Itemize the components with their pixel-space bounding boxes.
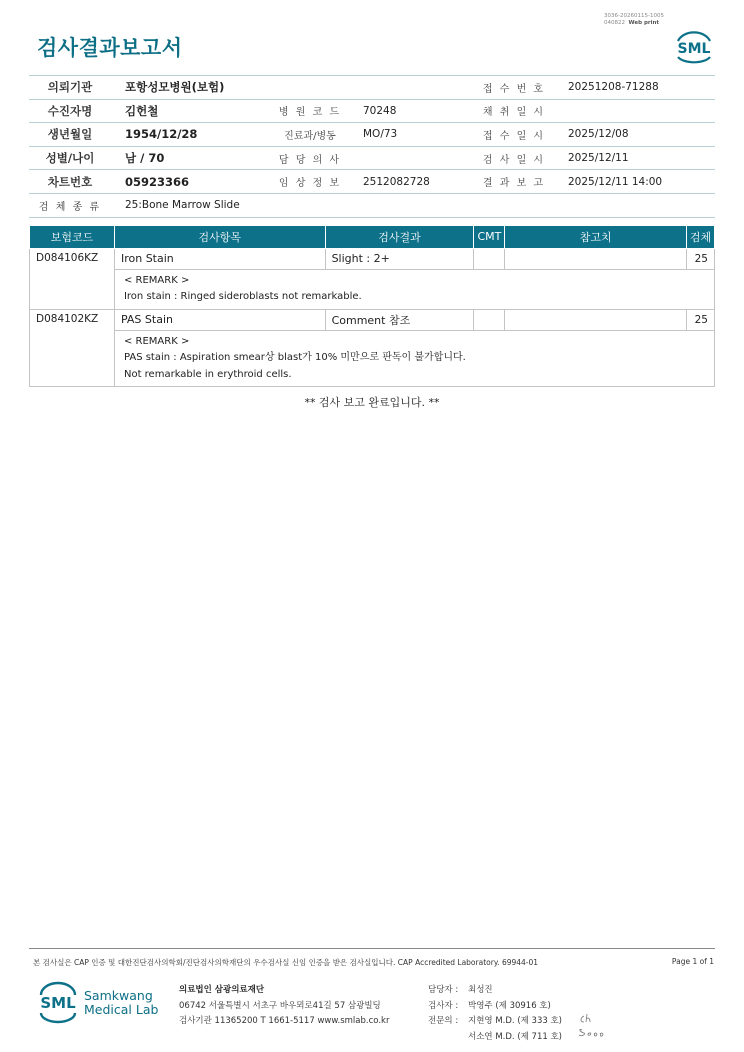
info-row: 성별/나이 남 / 70 담 당 의 사 검 사 일 시 2025/12/11 — [29, 147, 715, 171]
table-row — [30, 309, 715, 330]
column-header: 검사결과 — [325, 226, 474, 248]
table-row — [30, 248, 715, 269]
test-item: Iron Stain — [114, 248, 325, 269]
specimen-cell: 25 — [686, 309, 714, 330]
sml-logo-icon — [672, 27, 716, 65]
test-result: Slight : 2+ — [325, 248, 474, 269]
remark: < REMARK > PAS stain : Aspiration smear상 blast가 10% 미만으로 판독이 불가합니다. Not remarkable in erythroid cells. — [114, 330, 714, 387]
footer-divider — [29, 948, 715, 949]
results-table — [29, 226, 715, 387]
test-result: Comment 참조 — [325, 309, 474, 330]
insurance-code: D084102KZ — [30, 309, 115, 387]
sml-footer-logo-icon — [36, 980, 80, 1024]
remark: < REMARK > Iron stain : Ringed sideroblasts not remarkable. — [114, 269, 714, 309]
company-info: 의료법인 삼광의료재단 06742 서울특별시 서초구 바우뫼로41길 57 삼광빌딩 검사기관 11365200 T 1661-5117 www.smlab.co.kr — [179, 985, 390, 1026]
info-row: 수진자명 김헌철 병 원 코 드 70248 채 취 일 시 — [29, 100, 715, 124]
cmt-cell — [474, 309, 505, 330]
brand-name: Samkwang Medical Lab — [84, 988, 159, 1017]
signature-icon — [576, 1010, 610, 1040]
page-number: Page 1 of 1 — [671, 957, 714, 966]
info-row: 검 체 종 류 25:Bone Marrow Slide — [29, 194, 715, 218]
table-header — [30, 226, 715, 248]
logo-text: SML — [677, 41, 711, 57]
info-row: 차트번호 05923366 임 상 정 보 2512082728 결 과 보 고 2025/12/11 14:00 — [29, 170, 715, 194]
info-row: 의뢰기관 포항성모병원(보험) 접 수 번 호 20251208-71288 — [29, 76, 715, 100]
staff-info: 담당자 : 최성진 검사자 : 박영주 (제 30916 호) 전문의 : 지현영 M.D. (제 333 호) 서소연 M.D. (제 711 호) — [428, 985, 563, 1042]
remark-row — [30, 269, 715, 309]
report-complete-text: ** 검사 보고 완료입니다. ** — [304, 396, 440, 409]
accreditation-note: 본 검사실은 CAP 인증 및 대한진단검사의학회/진단검사의학재단의 우수검사실 신임 인증을 받은 검사실입니다. CAP Accredited Laboratory. 69944-01 — [33, 958, 539, 967]
column-header: 보험코드 — [30, 226, 115, 248]
page-title: 검사결과보고서 — [37, 36, 183, 60]
column-header: 참고치 — [505, 226, 687, 248]
remark-row — [30, 330, 715, 387]
cmt-cell — [474, 248, 505, 269]
print-id: 3036-20260115-1005 040822 Web print — [604, 13, 664, 26]
insurance-code: D084106KZ — [30, 248, 115, 309]
logo-text: SML — [40, 994, 76, 1012]
reference-cell — [505, 309, 687, 330]
column-header: 검체 — [686, 226, 714, 248]
column-header: CMT — [474, 226, 505, 248]
patient-info — [29, 75, 715, 218]
info-row: 생년월일 1954/12/28 진료과/병동 MO/73 접 수 일 시 2025/12/08 — [29, 123, 715, 147]
reference-cell — [505, 248, 687, 269]
column-header: 검사항목 — [114, 226, 325, 248]
specimen-cell: 25 — [686, 248, 714, 269]
test-item: PAS Stain — [114, 309, 325, 330]
